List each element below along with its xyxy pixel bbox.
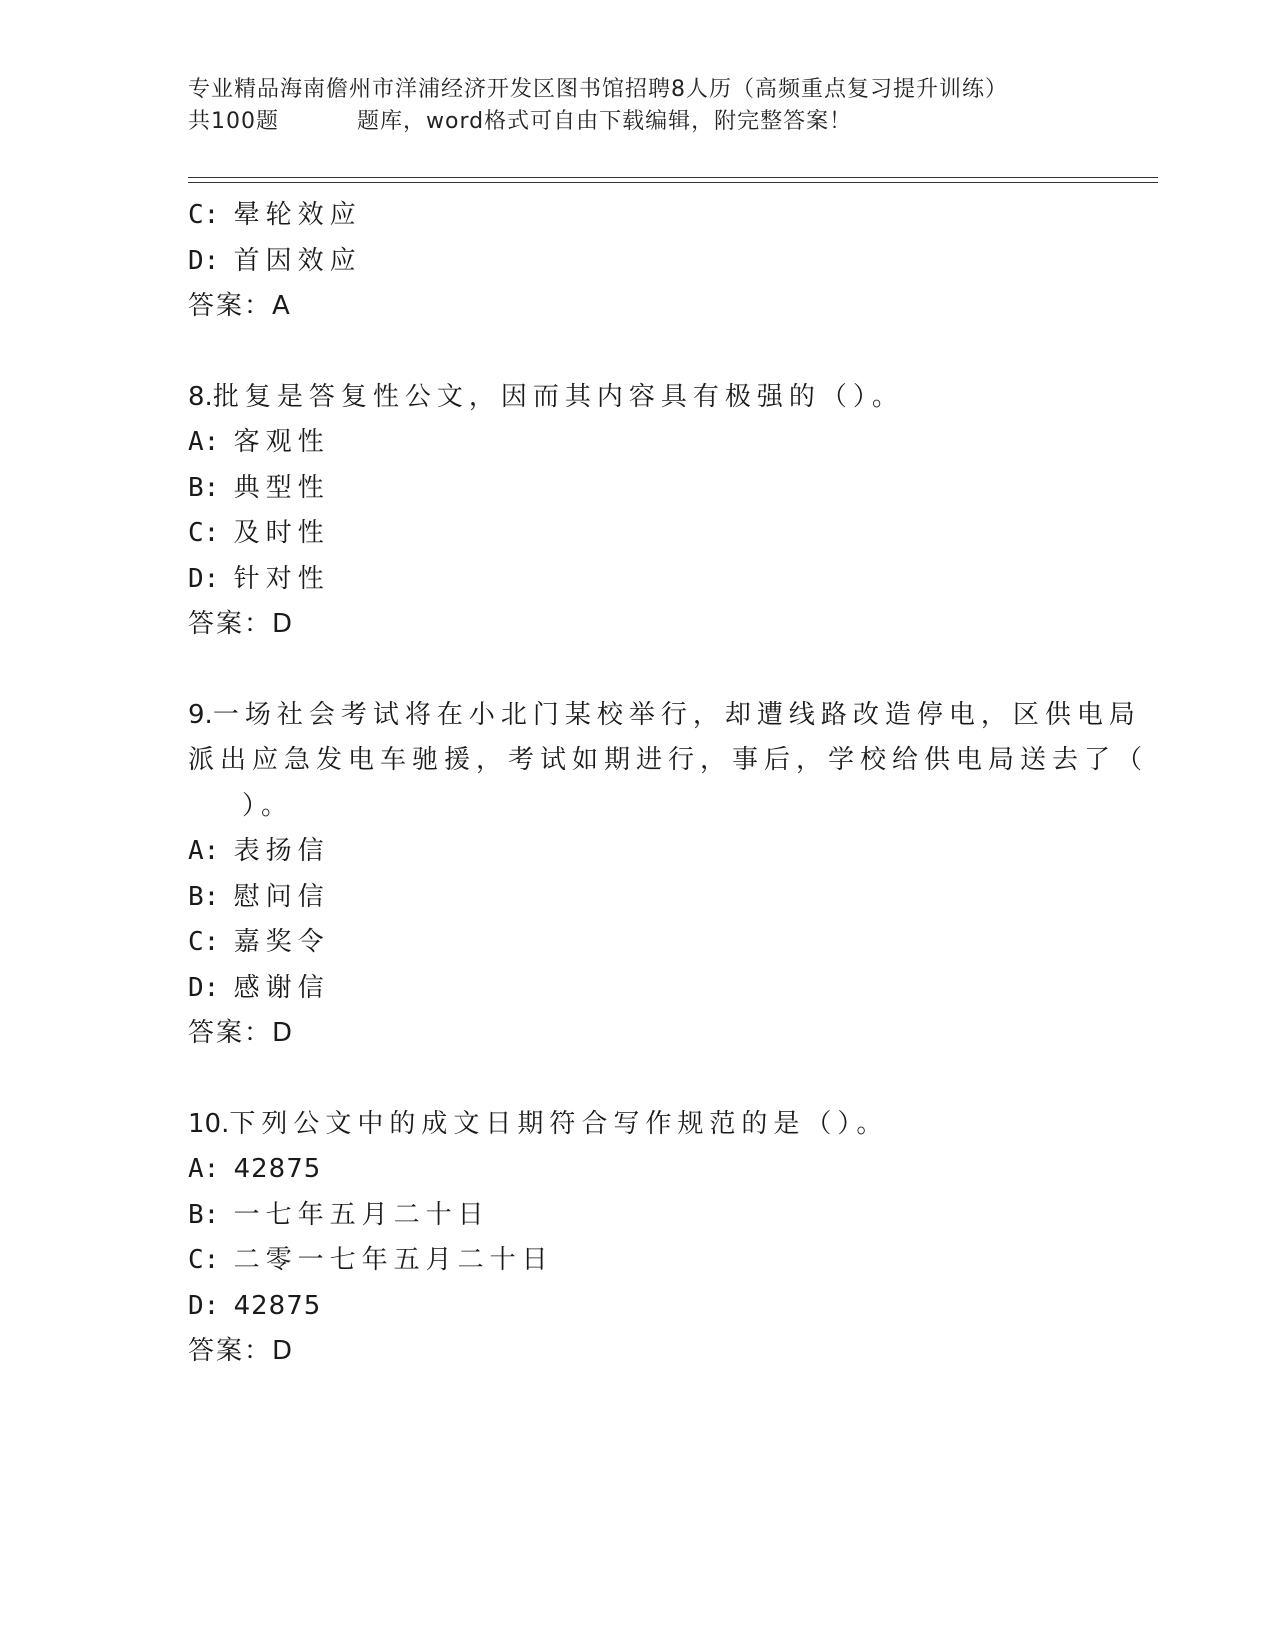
option-d: D: 针对性: [188, 563, 330, 594]
document-header: [188, 74, 1168, 138]
option-c: C: 嘉奖令: [188, 927, 330, 957]
option-d: D: 42875: [188, 1290, 322, 1321]
option-d: D: 感谢信: [188, 972, 330, 1003]
answer-line: 答案：D: [188, 1018, 295, 1048]
question-8: [188, 375, 1088, 648]
option-a: A: 表扬信: [188, 836, 330, 866]
question-10: [188, 1102, 1088, 1375]
answer-line: 答案：D: [188, 609, 295, 639]
question-text-continued: 派出应急发电车驰援，考试如期进行，事后，学校给供电局送去了（: [188, 745, 1149, 775]
header-question-count: 共100题: [188, 109, 279, 134]
header-title-line: 专业精品海南儋州市洋浦经济开发区图书馆招聘8人历（高频重点复习提升训练）: [188, 77, 1008, 102]
header-divider-top: [188, 177, 1158, 178]
answer-line: 答案：A: [188, 291, 292, 321]
option-c: C: 及时性: [188, 518, 330, 548]
question-9: [188, 693, 1149, 1057]
option-b: B: 典型性: [188, 472, 330, 503]
header-format-note: 题库，word格式可自由下载编辑，附完整答案！: [357, 109, 853, 134]
answer-line: 答案：D: [188, 1336, 295, 1366]
option-b: B: 一七年五月二十日: [188, 1199, 490, 1230]
option-d: D: 首因效应: [188, 245, 362, 276]
question-7-tail: [188, 193, 1088, 330]
option-a: A: 客观性: [188, 427, 330, 457]
question-text: 9.一场社会考试将在小北门某校举行，却遭线路改造停电，区供电局: [188, 699, 1141, 730]
question-text: 8.批复是答复性公文，因而其内容具有极强的（）。: [188, 381, 904, 412]
question-text: 10.下列公文中的成文日期符合写作规范的是（）。: [188, 1108, 889, 1139]
question-list: [188, 193, 1149, 1375]
header-subtitle-line: [188, 106, 1168, 138]
option-c: C: 二零一七年五月二十日: [188, 1245, 554, 1275]
option-b: B: 慰问信: [188, 881, 330, 912]
header-divider-bottom: [188, 182, 1158, 183]
option-c: C: 晕轮效应: [188, 200, 362, 230]
option-a: A: 42875: [188, 1154, 322, 1184]
question-text-end: ）。: [242, 790, 294, 821]
